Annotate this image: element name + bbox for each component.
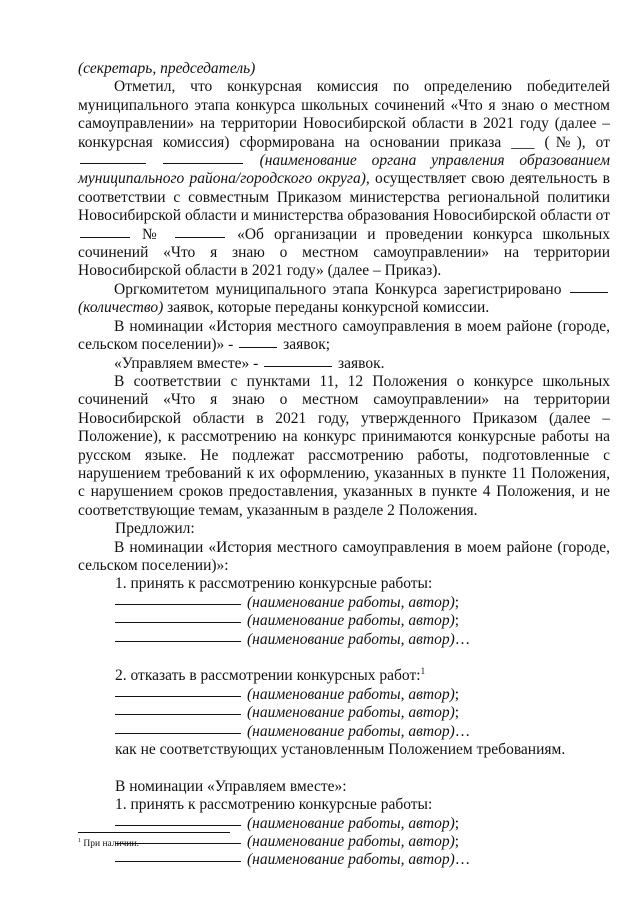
list-item: (наименование работы, автор)… [78,851,610,869]
paragraph-nomination-history: В номинации «История местного самоуправления в моем районе (городе, сельском поселении)» - заявок; [78,317,610,354]
blank-line [264,365,332,367]
blank-line [80,162,146,164]
secretary-note: (секретарь, председатель) [78,60,256,77]
not-conform-text: как не соответствующих установленным Положением требованиям. [115,741,566,759]
paragraph-commission: Отметил, что конкурсная комиссия по определению победителей муниципального этапа конкурса школьных сочинений «Что я знаю о местном самоуправлении» на территории Новосибирской области в 2021 году (далее – конкурсная комиссия) сформирована на основании приказа ___ (№), от (наименование органа управления образованием муниципального района/городского округа), осуществляет свою деятельность в соответствии с совместным Приказом министерства региональной политики Новосибирской области и министерства образования Новосибирской области от № «Об организации и проведении конкурса школьных сочинений «Что я знаю о местном самоуправлении» на территории Новосибирской области в 2021 году» (далее – Приказ). [78,78,611,280]
list-item: (наименование работы, автор)… [78,631,610,649]
paragraph-registered: Оргкомитетом муниципального этапа Конкурса зарегистрировано (количество) заявок, которые переданы конкурсной комиссии. [78,281,610,318]
list-item: (наименование работы, автор); [78,704,610,722]
list-item: (наименование работы, автор); [78,612,610,630]
document-body [78,60,610,870]
list-item: (наименование работы, автор); [78,594,610,612]
paragraph-nomination-together: «Управляем вместе» - заявок. [114,354,385,372]
nomination-1-heading: В номинации «История местного самоуправления в моем районе (городе, сельском поселении)»: [78,538,610,574]
list-item: (наименование работы, автор)… [78,723,610,741]
blank-line [80,236,130,238]
proposed-label: Предложил: [115,520,195,538]
accept-heading: 1. принять к рассмотрению конкурсные работы: [115,796,433,814]
footnote-ref[interactable]: 1 [420,666,426,677]
accept-heading: 1. принять к рассмотрению конкурсные работы: [115,575,433,593]
list-item: (наименование работы, автор); [78,833,610,851]
footnote-separator [78,832,230,833]
reject-heading: 2. отказать в рассмотрении конкурсных работ:$^1$ [115,666,426,685]
list-item: (наименование работы, автор); [78,686,610,704]
blank-line [163,162,243,164]
footnote: $^1$ При наличии. [78,837,139,849]
nomination-2-heading: В номинации «Управляем вместе»: [115,777,347,795]
blank-line [175,236,225,238]
paragraph-regulations: В соответствии с пунктами 11, 12 Положения о конкурсе школьных сочинений «Что я знаю о местном самоуправлении» на территории Новосибирской области в 2021 году, утвержденного Приказом (далее – Положение), к рассмотрению на конкурс принимаются конкурсные работы на русском языке. Не подлежат рассмотрению работы, подготовленные с нарушением требований к их оформлению, указанных в пункте 11 Положения, с нарушением сроков предоставления, указанных в пункте 4 Положения, и не соответствующие темам, указанным в разделе 2 Положения. [78,372,610,519]
blank-line [239,346,277,348]
list-item: (наименование работы, автор); [78,815,610,833]
blank-line [570,291,608,293]
